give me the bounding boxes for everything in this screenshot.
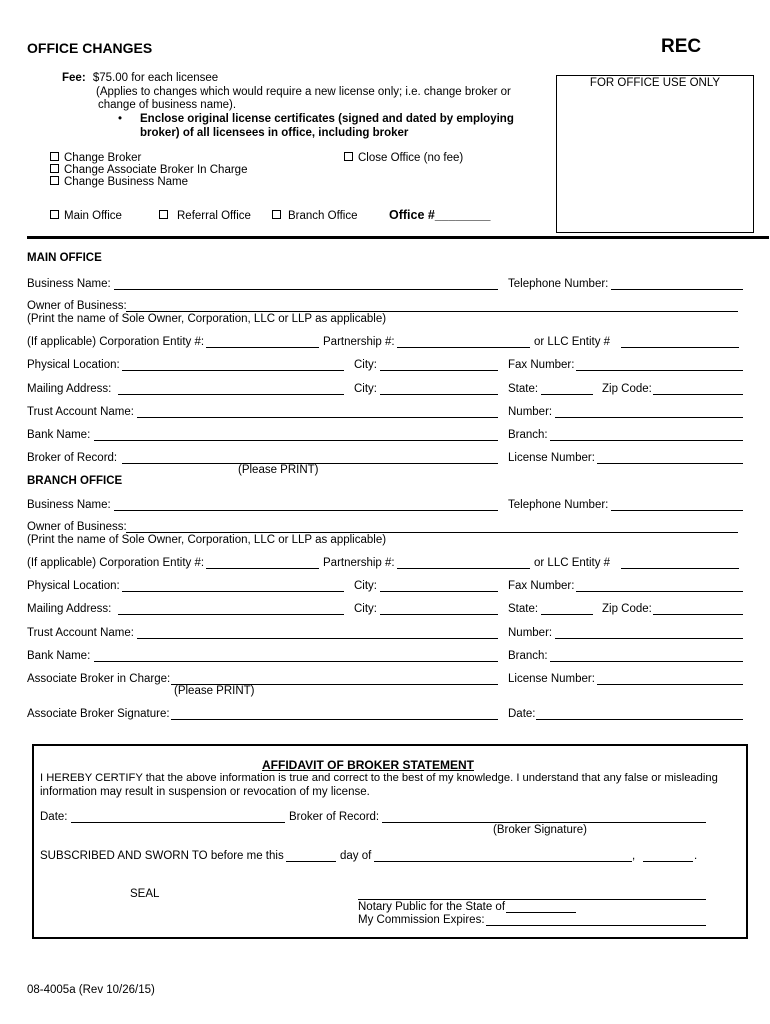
aff-year-input[interactable] <box>643 861 693 862</box>
bo-branch-label: Branch: <box>508 650 548 662</box>
mo-trust-input[interactable] <box>137 417 498 418</box>
mo-zip-input[interactable] <box>653 394 743 395</box>
bo-mailing-input[interactable] <box>118 614 344 615</box>
bo-physical-label: Physical Location: <box>27 580 120 592</box>
mo-city2-input[interactable] <box>380 394 498 395</box>
mo-broker-record-label: Broker of Record: <box>27 452 118 464</box>
enclose-note-1: Enclose original license certificates (signed and dated by employing <box>140 113 514 125</box>
checkbox-icon[interactable] <box>50 164 59 173</box>
checkbox-icon[interactable] <box>50 152 59 161</box>
mo-trust-label: Trust Account Name: <box>27 406 134 418</box>
mo-branch-label: Branch: <box>508 429 548 441</box>
aff-day-input[interactable] <box>286 861 336 862</box>
mo-partnership-label: Partnership #: <box>323 336 395 348</box>
notary-signature-input[interactable] <box>358 899 706 900</box>
bo-license-input[interactable] <box>597 684 743 685</box>
mo-state-input[interactable] <box>541 394 593 395</box>
bo-assoc-broker-label: Associate Broker in Charge: <box>27 673 171 685</box>
office-use-box <box>556 75 754 233</box>
change-name-checkbox[interactable] <box>50 176 188 188</box>
notary-state-label: Notary Public for the State of <box>358 901 506 913</box>
bo-telephone-input[interactable] <box>611 510 743 511</box>
mo-license-input[interactable] <box>597 463 743 464</box>
bo-branch-input[interactable] <box>550 661 743 662</box>
affidavit-title: AFFIDAVIT OF BROKER STATEMENT <box>262 758 474 772</box>
bo-partnership-input[interactable] <box>397 568 530 569</box>
change-broker-label: Change Broker <box>64 152 142 164</box>
mo-business-name-input[interactable] <box>114 289 498 290</box>
mo-bank-input[interactable] <box>94 440 498 441</box>
bo-city-label: City: <box>354 580 377 592</box>
commission-label: My Commission Expires: <box>358 914 485 926</box>
bo-bank-input[interactable] <box>94 661 498 662</box>
mo-city-label: City: <box>354 359 377 371</box>
bo-assoc-sig-input[interactable] <box>171 719 498 720</box>
mo-please-print: (Please PRINT) <box>238 464 319 476</box>
mo-llc-entity-label: or LLC Entity # <box>534 336 611 348</box>
aff-broker-record-label: Broker of Record: <box>289 811 380 823</box>
bo-number-input[interactable] <box>555 638 743 639</box>
mo-zip-label: Zip Code: <box>602 383 652 395</box>
mo-number-label: Number: <box>508 406 553 418</box>
bo-physical-input[interactable] <box>122 591 344 592</box>
enclose-note-2: broker) of all licensees in office, including broker <box>140 127 409 139</box>
branch-office-checkbox[interactable] <box>272 210 357 222</box>
commission-input[interactable] <box>486 925 706 926</box>
bo-state-input[interactable] <box>541 614 593 615</box>
affidavit-text-1: I HEREBY CERTIFY that the above information is true and correct to the best of my knowledge. I understand that any false or misleading <box>40 772 718 784</box>
mo-fax-label: Fax Number: <box>508 359 575 371</box>
mo-mailing-input[interactable] <box>118 394 344 395</box>
mo-bank-label: Bank Name: <box>27 429 91 441</box>
mo-corp-entity-label: (If applicable) Corporation Entity #: <box>27 336 205 348</box>
bo-llc-entity-label: or LLC Entity # <box>534 557 611 569</box>
bo-mailing-label: Mailing Address: <box>27 603 112 615</box>
bo-please-print: (Please PRINT) <box>174 685 255 697</box>
mo-llc-entity-input[interactable] <box>621 347 739 348</box>
aff-date-label: Date: <box>40 811 68 823</box>
checkbox-icon[interactable] <box>159 210 168 219</box>
change-assoc-label: Change Associate Broker In Charge <box>64 164 248 176</box>
bo-trust-input[interactable] <box>137 638 498 639</box>
section-divider <box>27 236 769 239</box>
mo-state-label: State: <box>508 383 539 395</box>
mo-corp-entity-input[interactable] <box>206 347 319 348</box>
change-name-label: Change Business Name <box>64 176 189 188</box>
aff-date-input[interactable] <box>71 822 285 823</box>
aff-sworn-label: SUBSCRIBED AND SWORN TO before me this <box>40 850 284 862</box>
notary-state-input[interactable] <box>506 912 576 913</box>
mo-owner-note: (Print the name of Sole Owner, Corporation, LLC or LLP as applicable) <box>27 313 387 325</box>
bo-llc-entity-input[interactable] <box>621 568 739 569</box>
referral-office-checkbox[interactable] <box>159 210 251 222</box>
aff-broker-sig-input[interactable] <box>382 822 706 823</box>
bo-partnership-label: Partnership #: <box>323 557 395 569</box>
bo-trust-label: Trust Account Name: <box>27 627 134 639</box>
bo-corp-entity-input[interactable] <box>206 568 319 569</box>
main-office-label: Main Office <box>64 210 122 222</box>
affidavit-text-2: information may result in suspension or revocation of my license. <box>40 786 370 798</box>
aff-comma: , <box>632 850 636 862</box>
bo-state-label: State: <box>508 603 539 615</box>
close-office-label: Close Office (no fee) <box>358 152 464 164</box>
bo-assoc-sig-label: Associate Broker Signature: <box>27 708 170 720</box>
change-assoc-checkbox[interactable] <box>50 164 247 176</box>
bo-owner-input[interactable] <box>126 532 738 533</box>
seal-label: SEAL <box>130 888 160 900</box>
bo-license-label: License Number: <box>508 673 595 685</box>
office-number-field[interactable]: Office #________ <box>389 208 491 222</box>
aff-period: . <box>694 850 698 862</box>
fee-note-1: (Applies to changes which would require a new license only; i.e. change broker or <box>96 86 511 98</box>
bo-business-name-input[interactable] <box>114 510 498 511</box>
bo-date-input[interactable] <box>536 719 743 720</box>
mo-mailing-label: Mailing Address: <box>27 383 112 395</box>
page-title: OFFICE CHANGES <box>27 40 153 56</box>
mo-business-name-label: Business Name: <box>27 278 111 290</box>
mo-city2-label: City: <box>354 383 377 395</box>
aff-day-of-label: day of <box>340 850 372 862</box>
bo-city2-input[interactable] <box>380 614 498 615</box>
mo-physical-label: Physical Location: <box>27 359 120 371</box>
main-office-heading: MAIN OFFICE <box>27 252 102 264</box>
mo-number-input[interactable] <box>555 417 743 418</box>
bo-city-input[interactable] <box>380 591 498 592</box>
mo-physical-input[interactable] <box>122 370 344 371</box>
checkbox-icon[interactable] <box>50 210 59 219</box>
bo-business-name-label: Business Name: <box>27 499 111 511</box>
mo-owner-label: Owner of Business: <box>27 300 127 312</box>
change-broker-checkbox[interactable] <box>50 152 141 164</box>
mo-telephone-label: Telephone Number: <box>508 278 609 290</box>
office-use-label: FOR OFFICE USE ONLY <box>589 77 721 89</box>
bo-fax-input[interactable] <box>576 591 743 592</box>
checkbox-icon[interactable] <box>344 152 353 161</box>
bo-telephone-label: Telephone Number: <box>508 499 609 511</box>
aff-month-input[interactable] <box>374 861 632 862</box>
bo-number-label: Number: <box>508 627 553 639</box>
mo-fax-input[interactable] <box>576 370 743 371</box>
fee-note-2: change of business name). <box>98 99 237 111</box>
mo-partnership-input[interactable] <box>397 347 530 348</box>
fee-label: Fee: <box>62 72 86 84</box>
mo-license-label: License Number: <box>508 452 595 464</box>
bo-city2-label: City: <box>354 603 377 615</box>
bo-corp-entity-label: (If applicable) Corporation Entity #: <box>27 557 205 569</box>
branch-office-label: Branch Office <box>288 210 358 222</box>
bo-zip-label: Zip Code: <box>602 603 652 615</box>
bo-zip-input[interactable] <box>653 614 743 615</box>
checkbox-icon[interactable] <box>50 176 59 185</box>
mo-branch-input[interactable] <box>550 440 743 441</box>
checkbox-icon[interactable] <box>272 210 281 219</box>
bullet-icon: • <box>118 113 123 125</box>
bo-owner-note: (Print the name of Sole Owner, Corporation, LLC or LLP as applicable) <box>27 534 387 546</box>
referral-office-label: Referral Office <box>177 210 251 222</box>
branch-office-heading: BRANCH OFFICE <box>27 475 123 487</box>
bo-bank-label: Bank Name: <box>27 650 91 662</box>
bo-fax-label: Fax Number: <box>508 580 575 592</box>
fee-amount: $75.00 for each licensee <box>92 72 219 84</box>
rec-label: REC <box>661 36 702 57</box>
main-office-checkbox[interactable] <box>50 210 122 222</box>
mo-owner-input[interactable] <box>126 311 738 312</box>
mo-telephone-input[interactable] <box>611 289 743 290</box>
aff-broker-sig-caption: (Broker Signature) <box>493 824 587 836</box>
form-id: 08-4005a (Rev 10/26/15) <box>27 984 155 996</box>
close-office-checkbox[interactable] <box>344 152 463 164</box>
bo-date-label: Date: <box>508 708 536 720</box>
mo-city-input[interactable] <box>380 370 498 371</box>
bo-owner-label: Owner of Business: <box>27 521 127 533</box>
